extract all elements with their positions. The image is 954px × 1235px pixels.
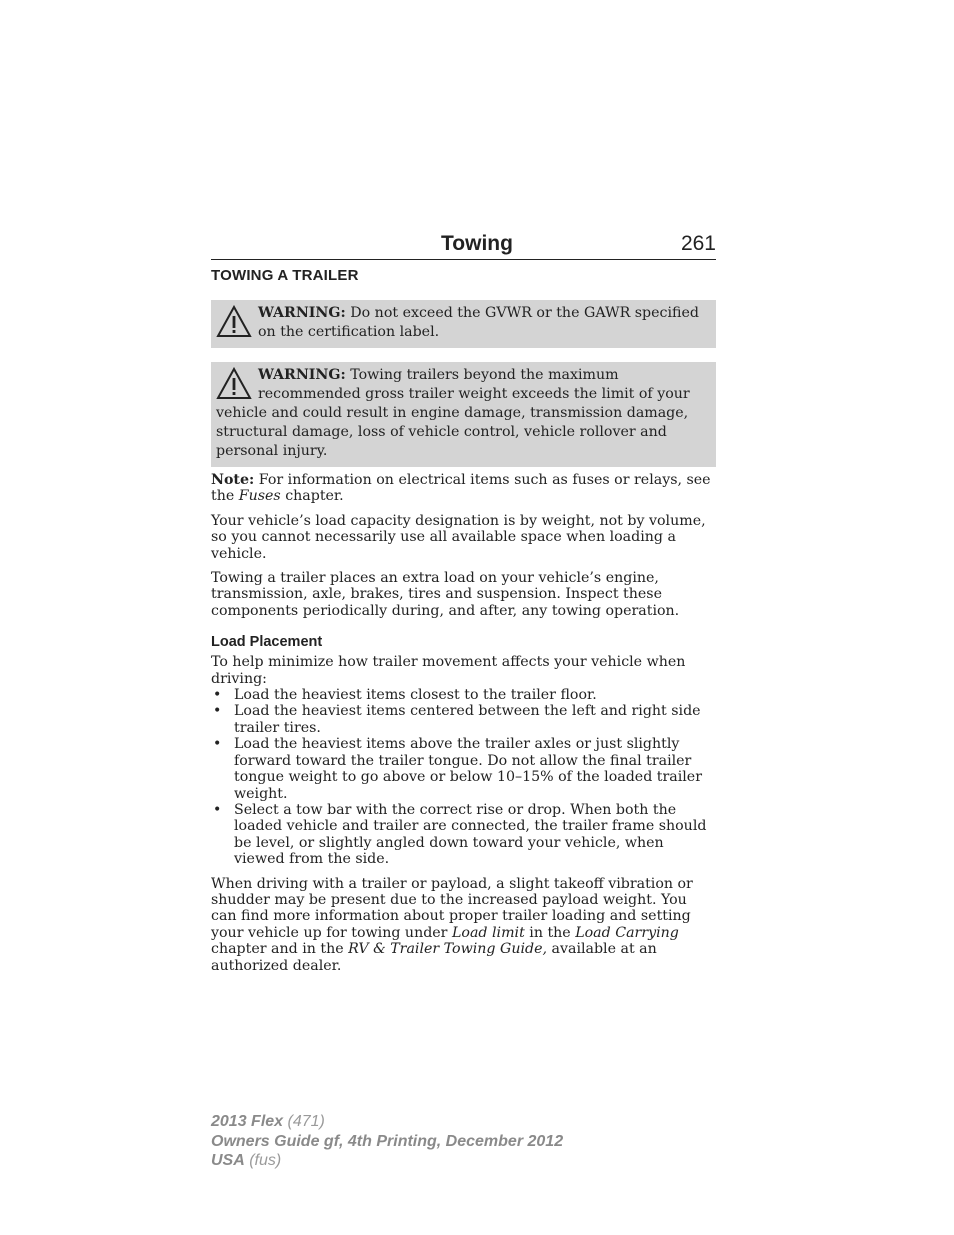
- note-label: Note:: [211, 472, 255, 488]
- load-carrying-reference: Load Carrying: [575, 924, 679, 941]
- chapter-title: Towing: [441, 232, 513, 255]
- page-number: 261: [680, 232, 716, 255]
- load-limit-reference: Load limit: [451, 924, 525, 941]
- footer-market-code: (fus): [244, 1152, 282, 1169]
- list-item: • Load the heaviest items centered between the left and right side trailer tires.: [211, 703, 716, 736]
- footer-model-code: (471): [283, 1113, 325, 1130]
- body-paragraph: Towing a trailer places an extra load on your vehicle’s engine, transmission, axle, brakes, tires and suspension. Inspect these components periodically during, and after, any towing operation.: [211, 570, 680, 619]
- note-text: For information on electrical items such as fuses or relays, see the: [211, 472, 711, 505]
- warning-triangle-icon: [216, 305, 252, 339]
- list-item: • Load the heaviest items above the trailer axles or just slightly forward toward the trailer tongue. Do not allow the final trailer tongue weight to go above or below 10–15% of the loaded trailer weight.: [211, 736, 716, 802]
- subsection-heading: Load Placement: [211, 634, 323, 651]
- footer-market-line: [211, 1151, 563, 1171]
- closing-text: When driving with a trailer or payload, a slight takeoff vibration or shudder may be present due to the increased payload weight. You can find more information about proper trailer loading and setting your vehicle up for towing under: [211, 875, 693, 941]
- closing-text: available at an authorized dealer.: [211, 941, 657, 974]
- footer-model-line: [211, 1112, 563, 1132]
- footer-market: USA: [211, 1152, 245, 1169]
- closing-paragraph: [211, 876, 716, 974]
- body-paragraph: Your vehicle’s load capacity designation is by weight, not by volume, so you cannot necessarily use all available space when loading a vehicle.: [211, 512, 706, 562]
- list-item: • Load the heaviest items closest to the trailer floor.: [211, 687, 716, 703]
- warning-box: [211, 362, 716, 467]
- section-title: TOWING A TRAILER: [211, 267, 359, 284]
- footer-guide-line: [211, 1132, 563, 1152]
- rv-guide-reference: RV & Trailer Towing Guide,: [348, 941, 547, 958]
- fuses-reference: Fuses: [238, 488, 281, 505]
- list-item: • Select a tow bar with the correct rise or drop. When both the loaded vehicle and trailer are connected, the trailer frame should be level, or slightly angled down toward your vehicle, when viewed from the side.: [211, 802, 716, 868]
- note-text-end: chapter.: [280, 488, 344, 505]
- footer-model: 2013 Flex: [211, 1113, 284, 1130]
- page-content: [211, 228, 716, 974]
- list-intro: To help minimize how trailer movement affects your vehicle when driving:: [211, 654, 686, 687]
- warning-text: Do not exceed the GVWR or the GAWR specified on the certification label.: [258, 305, 699, 340]
- closing-text: in the: [524, 924, 576, 941]
- page-footer: [211, 1112, 563, 1171]
- warning-label: WARNING:: [258, 305, 346, 321]
- warning-label: WARNING:: [258, 367, 346, 383]
- warning-triangle-icon: [216, 367, 252, 401]
- footer-guide: Owners Guide gf, 4th Printing, December 2012: [211, 1132, 564, 1150]
- warning-box: [211, 300, 716, 348]
- warning-text: Towing trailers beyond the maximum recommended gross trailer weight exceeds the limit of your vehicle and could result in engine damage, transmission damage, structural damage, loss of vehicle control, vehicle rollover and personal injury.: [216, 367, 690, 459]
- bullet-list: [211, 687, 716, 867]
- note-paragraph: [211, 472, 716, 505]
- page-header: [211, 228, 716, 260]
- closing-text: chapter and in the: [211, 941, 349, 958]
